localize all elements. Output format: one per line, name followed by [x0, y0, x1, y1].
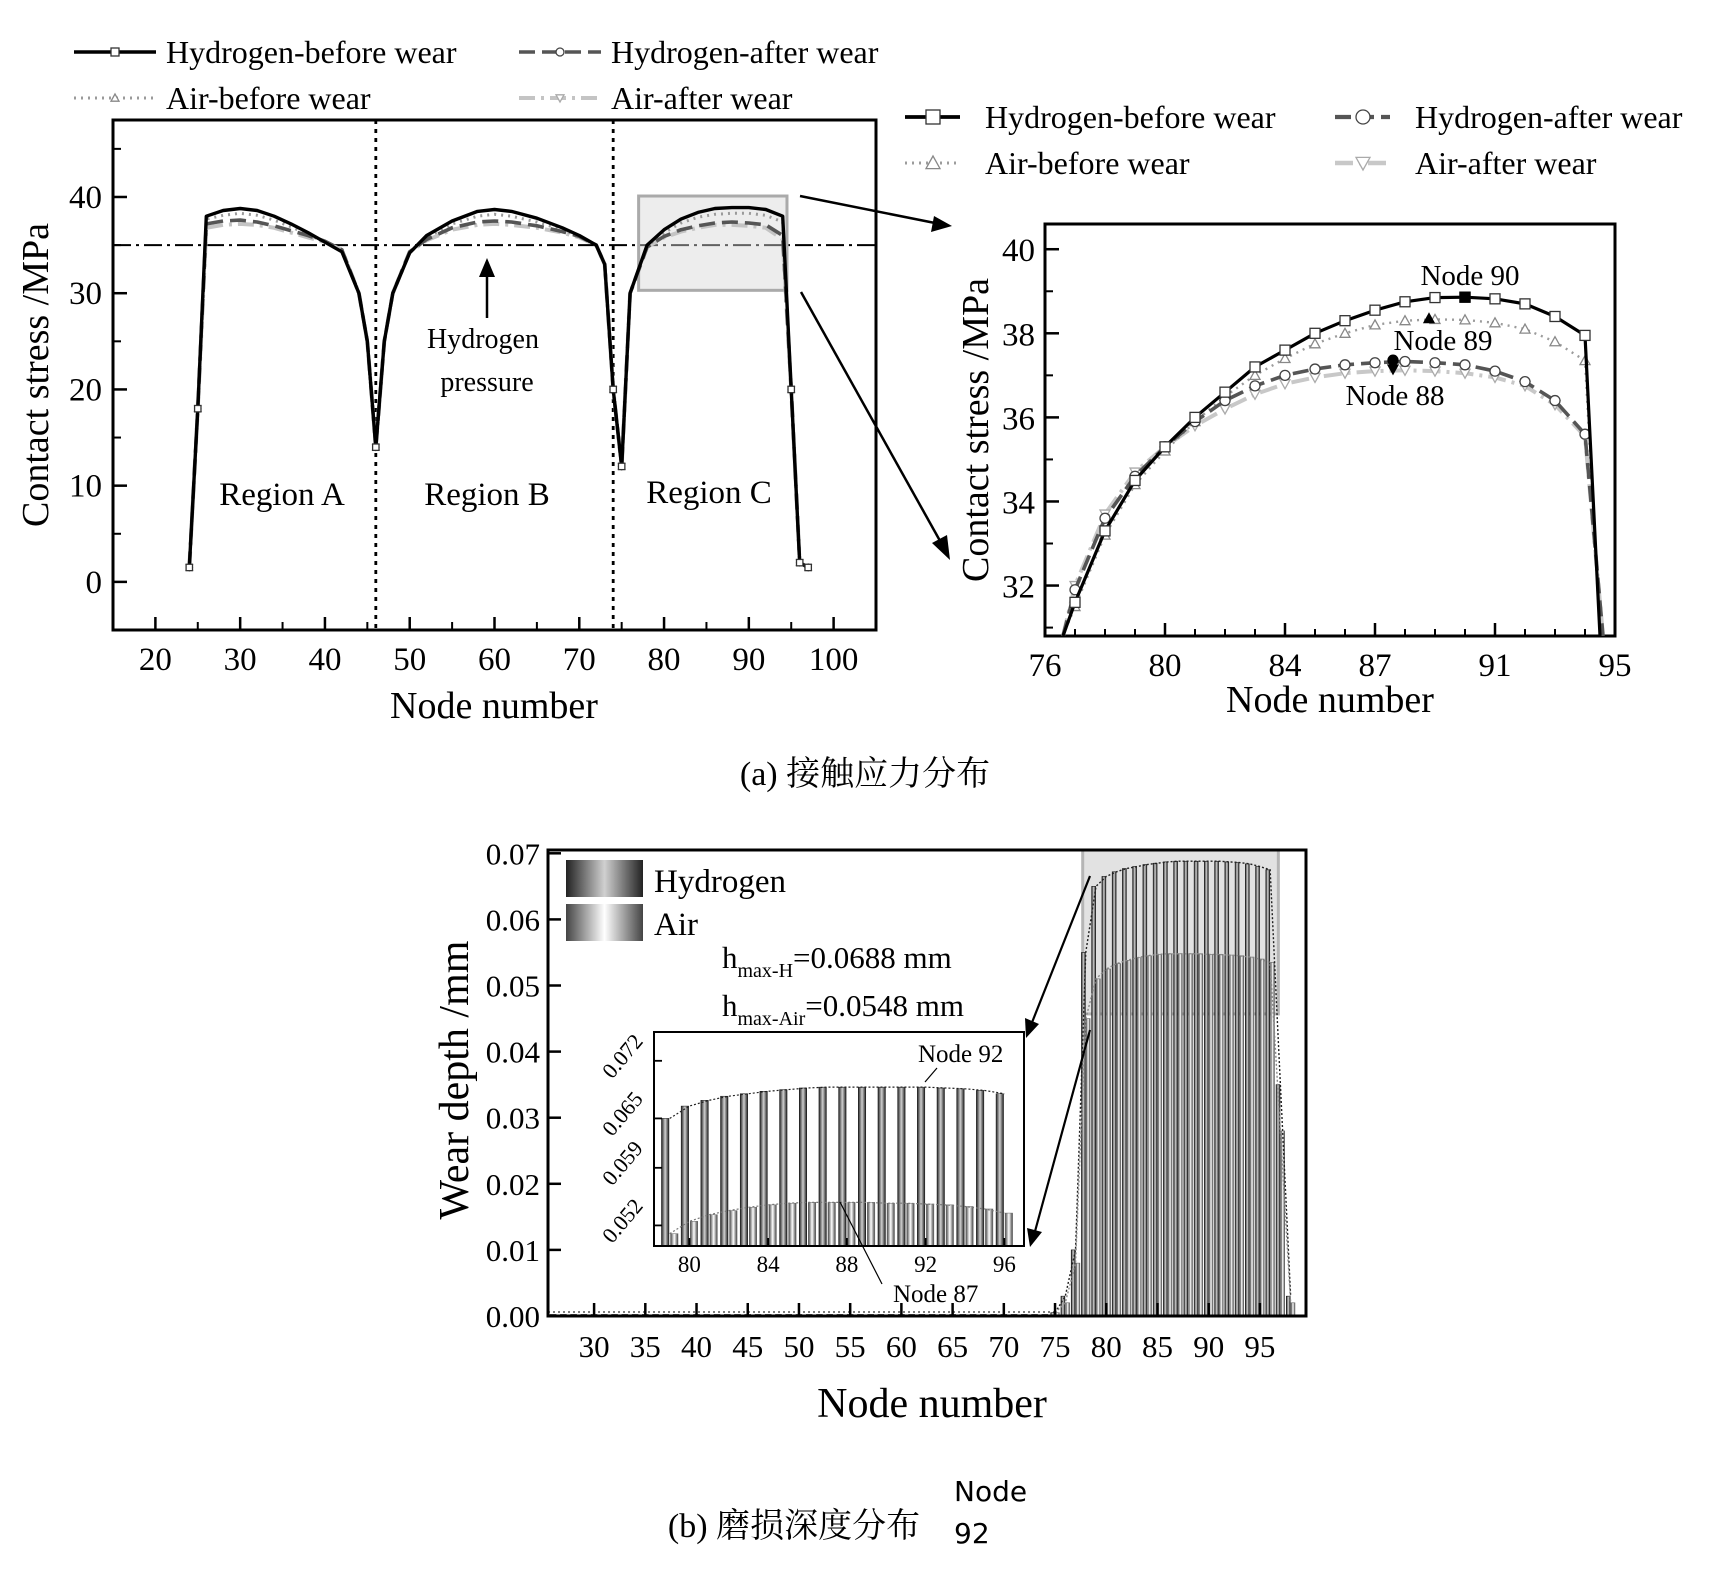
y-tick-label-a-zoom: 40: [1002, 233, 1035, 270]
y-tick-label-b-main: 0.07: [485, 836, 540, 872]
bar-air: [1086, 1019, 1090, 1316]
inset-bar-hydrogen: [740, 1094, 747, 1246]
inset-bar-hydrogen: [858, 1087, 865, 1246]
series-point-a-zoom-1: [1100, 526, 1110, 536]
annotations-a-zoom: [1345, 260, 1519, 412]
plot-frame-a-zoom: [1045, 224, 1615, 636]
x-tick-label-b-main: 75: [1039, 1329, 1071, 1364]
x-tick-label-b-main: 50: [783, 1329, 815, 1364]
x-tick-label-a-main: 80: [647, 642, 681, 678]
bar-air: [1240, 956, 1244, 1316]
series-point-a-main-1: [195, 405, 201, 411]
x-tick-label-b-inset: 96: [992, 1252, 1016, 1277]
legend-label-a-main-2: Hydrogen-after wear: [611, 34, 879, 70]
inset-bar-hydrogen: [917, 1087, 924, 1246]
inset-bar-hydrogen: [760, 1091, 767, 1246]
annotation-pressure: pressure: [440, 367, 534, 398]
x-tick-label-b-main: 80: [1090, 1329, 1122, 1364]
legend-label-a-main-3: Air-before wear: [166, 80, 371, 116]
inset-bar-air: [867, 1202, 874, 1246]
x-tick-label-a-zoom: 95: [1598, 648, 1632, 684]
bar-air: [1117, 964, 1121, 1316]
bar-air: [1076, 1263, 1080, 1316]
bar-air: [1168, 954, 1172, 1316]
axes-a-zoom: [1002, 233, 1632, 684]
series-line-a-zoom-4: [1063, 370, 1603, 636]
legend-label-a-zoom-4: Air-after wear: [1415, 145, 1597, 181]
x-tick-label-b-main: 60: [885, 1329, 917, 1364]
series-point-a-zoom-1: [1370, 305, 1380, 315]
bar-air: [1291, 1303, 1295, 1316]
y-tick-label-b-inset: 0.072: [596, 1028, 648, 1083]
y-tick-label-b-inset: 0.059: [596, 1135, 648, 1190]
legend-a-zoom: [905, 99, 1683, 181]
y-tick-label-a-zoom: 34: [1002, 485, 1035, 522]
bar-air: [1199, 954, 1203, 1316]
bar-hydrogen: [1256, 867, 1260, 1316]
inset-bar-air: [710, 1215, 717, 1246]
bar-air: [1250, 957, 1254, 1316]
series-point-a-zoom-2: [1250, 381, 1260, 391]
bar-hydrogen: [1215, 861, 1219, 1316]
legend-label-a-zoom-1: Hydrogen-before wear: [985, 99, 1276, 135]
series-point-a-zoom-2: [1520, 377, 1530, 387]
inset-bar-air: [1005, 1213, 1012, 1246]
legend-marker-a-zoom-1: [926, 110, 940, 124]
series-point-a-zoom-1: [1250, 362, 1260, 372]
bar-hydrogen: [1276, 1085, 1280, 1316]
x-tick-label-b-main: 35: [629, 1329, 661, 1364]
inset-bar-air: [907, 1203, 914, 1246]
inset-bar-air: [749, 1207, 756, 1246]
legend-marker-a-zoom-2: [1356, 110, 1370, 124]
bar-hydrogen: [1184, 861, 1188, 1316]
legend-marker-a-main-2: [556, 48, 564, 56]
y-tick-label-a-main: 0: [85, 564, 102, 601]
inset-bar-hydrogen: [976, 1090, 983, 1246]
y-tick-label-b-inset: 0.052: [596, 1193, 648, 1248]
bar-hydrogen: [1245, 864, 1249, 1316]
inset-bar-hydrogen: [819, 1087, 826, 1246]
bar-hydrogen: [1092, 886, 1096, 1316]
bar-hydrogen: [1102, 876, 1106, 1316]
y-tick-label-b-main: 0.05: [485, 968, 540, 1004]
bar-hydrogen: [1235, 863, 1239, 1316]
x-tick-label-a-zoom: 91: [1478, 648, 1512, 684]
series-point-a-zoom-1: [1220, 387, 1230, 397]
x-axis-label-a-zoom: Node number: [1226, 679, 1434, 721]
bar-air: [1178, 954, 1182, 1316]
inset-bar-air: [887, 1203, 894, 1246]
series-point-a-main-1: [186, 564, 192, 570]
inset-bar-hydrogen: [799, 1088, 806, 1246]
series-point-a-zoom-1: [1550, 311, 1560, 321]
annotation-node-88: Node 88: [1345, 380, 1445, 412]
series-point-a-main-1: [805, 564, 811, 570]
plot-area-a-zoom: [1063, 292, 1603, 636]
legend-marker-a-main-1: [111, 48, 119, 56]
series-point-a-main-1: [618, 463, 624, 469]
annotation-node-92: Node 92: [918, 1041, 1004, 1068]
series-point-a-zoom-1: [1340, 316, 1350, 326]
bar-hydrogen: [1122, 869, 1126, 1316]
legend-label-hydrogen: Hydrogen: [654, 864, 786, 900]
legend-label-a-zoom-3: Air-before wear: [985, 145, 1190, 181]
legend-label-a-main-1: Hydrogen-before wear: [166, 34, 457, 70]
x-tick-label-a-main: 100: [808, 642, 859, 678]
legend-a-main: [74, 34, 879, 116]
annotation-hydrogen: Hydrogen: [427, 324, 539, 355]
series-point-a-zoom-1: [1130, 475, 1140, 485]
stray-node-number: 92: [954, 1517, 990, 1550]
x-tick-label-a-main: 40: [308, 642, 342, 678]
legend-marker-a-zoom-4: [1356, 157, 1370, 170]
inset-bar-air: [789, 1203, 796, 1246]
bar-hydrogen: [1112, 872, 1116, 1316]
inset-bar-hydrogen: [957, 1089, 964, 1246]
pressure-arrow: [479, 258, 495, 318]
y-axis-label-a-zoom: Contact stress /MPa: [955, 278, 997, 582]
y-tick-label-b-main: 0.01: [485, 1232, 540, 1268]
series-point-a-zoom-1: [1160, 442, 1170, 452]
bar-hydrogen: [1153, 863, 1157, 1316]
bar-hydrogen: [1174, 861, 1178, 1316]
x-axis-label-a-main: Node number: [390, 685, 598, 727]
x-tick-label-a-main: 20: [138, 642, 172, 678]
legend-label-a-main-4: Air-after wear: [611, 80, 793, 116]
inset-bar-hydrogen: [996, 1094, 1003, 1246]
bar-hydrogen: [1204, 861, 1208, 1316]
bar-hydrogen: [1194, 861, 1198, 1316]
x-axis-label-b-main: Node number: [817, 1381, 1047, 1427]
x-tick-label-b-main: 70: [988, 1329, 1020, 1364]
chart-a-zoom: [905, 99, 1683, 721]
y-axis-label-b-main: Wear depth /mm: [432, 940, 478, 1220]
inset-bar-air: [926, 1204, 933, 1246]
legend-swatch-air: [566, 904, 643, 941]
legend-swatch-hydrogen: [566, 860, 643, 897]
series-point-a-zoom-2: [1280, 370, 1290, 380]
bar-hydrogen: [1133, 867, 1137, 1316]
x-tick-label-b-inset: 92: [914, 1252, 938, 1277]
x-tick-label-b-main: 85: [1141, 1329, 1173, 1364]
series-point-a-zoom-1: [1430, 293, 1440, 303]
series-line-a-zoom-2: [1063, 362, 1603, 637]
y-tick-label-a-main: 10: [69, 468, 102, 505]
x-tick-label-b-main: 45: [732, 1329, 764, 1364]
caption-a: (a) 接触应力分布: [739, 756, 991, 793]
y-tick-label-b-inset: 0.065: [596, 1086, 648, 1141]
series-point-a-zoom-2: [1550, 396, 1560, 406]
inset-bar-air: [966, 1206, 973, 1246]
y-axis-label-a-main: Contact stress /MPa: [15, 223, 57, 527]
bar-air: [1260, 959, 1264, 1316]
inset-bar-air: [985, 1209, 992, 1246]
series-point-a-zoom-1: [1580, 330, 1590, 340]
bar-air: [1158, 954, 1162, 1316]
series-point-a-zoom-1: [1490, 294, 1500, 304]
series-point-a-zoom-3: [1370, 320, 1380, 329]
series-point-a-zoom-2: [1490, 366, 1500, 376]
series-line-a-zoom-3: [1063, 319, 1600, 636]
x-tick-label-a-zoom: 76: [1028, 648, 1062, 684]
inset-connectors: [1025, 876, 1090, 1247]
region-b-label: Region B: [424, 477, 550, 513]
y-tick-label-a-zoom: 38: [1002, 317, 1035, 354]
series-point-a-main-1: [797, 559, 803, 565]
x-tick-label-a-main: 70: [562, 642, 596, 678]
legend-label-air: Air: [654, 907, 698, 943]
series-point-a-main-1: [610, 386, 616, 392]
bar-air: [1189, 954, 1193, 1316]
series-point-a-zoom-2: [1100, 513, 1110, 523]
bar-air: [1137, 958, 1141, 1316]
bar-air: [1271, 962, 1275, 1316]
bar-hydrogen: [1286, 1296, 1290, 1316]
series-point-a-zoom-1: [1520, 299, 1530, 309]
series-point-a-main-1: [373, 444, 379, 450]
inset-bar-hydrogen: [898, 1087, 905, 1246]
region-a-label: Region A: [219, 477, 345, 513]
y-tick-label-b-main: 0.03: [485, 1100, 540, 1136]
y-tick-label-b-main: 0.00: [485, 1299, 540, 1334]
inset-bar-air: [690, 1221, 697, 1246]
series-point-a-zoom-2: [1370, 358, 1380, 368]
bar-hydrogen: [1163, 862, 1167, 1316]
x-tick-label-b-inset: 80: [677, 1252, 701, 1277]
annotation-node-87: Node 87: [893, 1281, 979, 1308]
inset-bar-hydrogen: [661, 1118, 668, 1246]
inset-bar-air: [671, 1234, 678, 1246]
bar-hydrogen: [1143, 865, 1147, 1316]
inset-bar-air: [769, 1205, 776, 1246]
y-tick-label-b-main: 0.06: [485, 902, 540, 938]
bar-air: [1219, 954, 1223, 1316]
series-point-a-zoom-1: [1070, 597, 1080, 607]
stray-node-label: Node: [954, 1475, 1028, 1508]
chart-b-inset: [597, 1029, 1024, 1308]
x-tick-label-a-main: 30: [223, 642, 257, 678]
legend-marker-a-zoom-3: [926, 156, 940, 169]
x-tick-label-b-main: 30: [578, 1329, 610, 1364]
series-point-a-zoom-2: [1460, 360, 1470, 370]
annotation-hmax-air: $h_{max-Air}=0.0548$ mm: [722, 988, 964, 1030]
x-tick-label-b-main: 65: [937, 1329, 969, 1364]
annotation-hmax-h: $h_{max-H}=0.0688$ mm: [722, 940, 952, 982]
highlight-node-90: [1460, 292, 1470, 302]
series-point-a-zoom-2: [1310, 364, 1320, 374]
inset-bar-air: [946, 1205, 953, 1246]
x-tick-label-a-zoom: 80: [1148, 648, 1182, 684]
series-point-a-zoom-1: [1190, 412, 1200, 422]
series-point-a-zoom-1: [1310, 328, 1320, 338]
legend-b-main: [566, 860, 786, 943]
y-tick-label-a-zoom: 32: [1002, 569, 1035, 606]
series-point-a-main-1: [788, 386, 794, 392]
series-point-a-zoom-3: [1400, 316, 1410, 325]
annotation-node-90: Node 90: [1420, 260, 1520, 292]
x-tick-label-b-main: 55: [834, 1329, 866, 1364]
x-tick-label-b-main: 40: [681, 1329, 713, 1364]
series-point-a-zoom-4: [1280, 380, 1290, 389]
region-c-label: Region C: [646, 475, 772, 511]
x-tick-label-a-zoom: 87: [1358, 648, 1392, 684]
bar-air: [1209, 954, 1213, 1316]
x-tick-label-b-main: 90: [1193, 1329, 1225, 1364]
series-point-a-zoom-2: [1430, 358, 1440, 368]
x-tick-label-a-zoom: 84: [1268, 648, 1302, 684]
series-point-a-zoom-1: [1280, 345, 1290, 355]
inset-bar-air: [730, 1211, 737, 1246]
bar-air: [1148, 956, 1152, 1316]
inset-bar-hydrogen: [681, 1106, 688, 1246]
x-tick-label-b-main: 95: [1244, 1329, 1276, 1364]
bar-hydrogen: [1225, 862, 1229, 1316]
series-point-a-zoom-2: [1400, 356, 1410, 366]
y-tick-label-a-main: 40: [69, 179, 102, 216]
x-tick-label-b-inset: 88: [835, 1252, 859, 1277]
inset-bar-air: [828, 1202, 835, 1246]
inset-bar-air: [808, 1202, 815, 1246]
series-point-a-zoom-1: [1400, 297, 1410, 307]
series-point-a-zoom-3: [1310, 339, 1320, 348]
bar-air: [1066, 1303, 1070, 1316]
y-tick-label-a-main: 30: [69, 276, 102, 313]
annotation-node-89: Node 89: [1393, 325, 1493, 357]
y-tick-label-a-zoom: 36: [1002, 401, 1035, 438]
x-tick-label-b-inset: 84: [756, 1252, 780, 1277]
y-tick-label-b-main: 0.02: [485, 1166, 540, 1202]
series-point-a-zoom-4: [1220, 405, 1230, 414]
series-point-a-zoom-3: [1550, 337, 1560, 346]
legend-label-a-zoom-2: Hydrogen-after wear: [1415, 99, 1683, 135]
inset-bar-hydrogen: [937, 1088, 944, 1246]
series-point-a-zoom-2: [1340, 360, 1350, 370]
y-tick-label-a-main: 20: [69, 372, 102, 409]
inset-bar-hydrogen: [780, 1090, 787, 1246]
bar-air: [1230, 955, 1234, 1316]
series-point-a-zoom-3: [1460, 315, 1470, 324]
bar-hydrogen: [1266, 870, 1270, 1316]
inset-bar-hydrogen: [701, 1100, 708, 1246]
bar-air: [1096, 979, 1100, 1316]
x-tick-label-a-main: 60: [478, 642, 511, 678]
x-tick-label-a-main: 90: [732, 642, 766, 678]
inset-bar-hydrogen: [878, 1087, 885, 1246]
x-tick-label-a-main: 50: [393, 642, 427, 678]
inset-bar-hydrogen: [721, 1096, 728, 1246]
y-tick-label-b-main: 0.04: [485, 1034, 540, 1070]
bar-air: [1107, 969, 1111, 1316]
caption-b: (b) 磨损深度分布: [667, 1508, 921, 1545]
series-point-a-zoom-4: [1310, 373, 1320, 382]
bar-air: [1127, 960, 1131, 1316]
inset-bar-hydrogen: [839, 1087, 846, 1246]
chart-a-main: [15, 34, 879, 727]
